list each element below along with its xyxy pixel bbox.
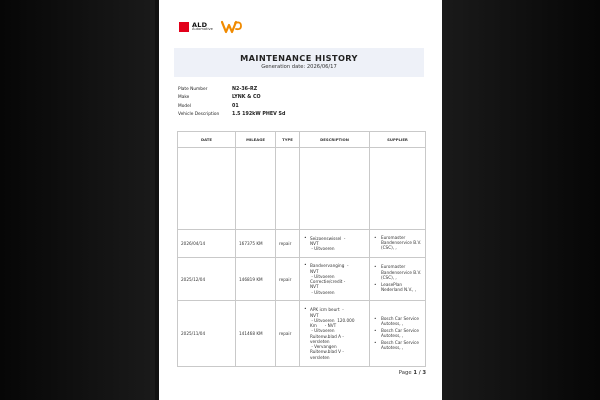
supplier-text: Bosch Car Service Autotess, , [381,339,419,350]
table-row-empty [178,148,426,230]
make-value: LYNK & CO [232,95,261,101]
make-label: Make [178,95,190,101]
model-label: Model [178,103,191,109]
background-left [0,0,155,400]
ald-logo-text [192,22,213,32]
supplier-item: • Bosch Car Service Autotess, , [373,340,423,351]
supplier-item: • LeasePlan Nederland N.V., , [373,282,423,293]
cell-date: 2025/12/04 [178,258,236,301]
supplier-text: Euromaster Bandenservice B.V. (CSC), , [381,264,422,280]
cell-date: 2026/04/14 [178,230,236,258]
ald-logo-sub: Automotive [192,27,213,32]
cell-description [300,230,370,258]
leaseplan-logo-icon [221,20,243,34]
supplier-item: • Euromaster Bandenservice B.V. (CSC), , [374,234,422,251]
supplier-text: Euromaster Bandenservice B.V. (CSC), , [381,234,422,251]
cell-mileage: 141468 KM [236,301,276,367]
table-row [178,301,426,367]
column-header-mileage: MILEAGE [236,132,276,148]
cell-type: repair [276,258,300,301]
cell-supplier [370,301,426,367]
vehicle-description-value: 1.5 192kW PHEV Sd [232,112,286,118]
supplier-item: • Bosch Car Service Autotess, , [373,316,423,327]
page-title: MAINTENANCE HISTORY [240,53,358,63]
page-current: 1 [413,370,417,376]
cell-description [300,258,370,301]
supplier-text: Bosch Car Service Autotess, , [381,327,419,338]
header-logos [179,18,243,36]
model-value: 01 [232,103,239,109]
cell-description [300,301,370,367]
table-header-row [178,132,426,148]
table-row [178,230,426,258]
page-number [399,370,426,376]
maintenance-table [177,131,426,367]
description-item: • Bandvervanging - NVT - Uitvoeren Correctie/credit - NVT - Uitvoeren [303,263,367,295]
supplier-item: • Euromaster Bandenservice B.V. (CSC), , [374,264,422,280]
document-page [159,0,442,400]
supplier-item: • Bosch Car Service Autotess, , [373,328,423,339]
page-prefix: Page [398,370,412,376]
ald-logo-mark [179,22,189,32]
empty-cell [178,148,236,230]
description-item: • APK icm beurt - NVT - Uitvoeren 120.000 Km - NVT - Uitvoeren Ruitenw.blad A - versleten - Vervangen Ruitenw.blad V - versleten [303,307,367,360]
report-header [174,48,424,77]
empty-cell [300,148,370,230]
info-row-model [178,102,418,111]
info-row-description [178,111,418,120]
column-header-supplier: SUPPLIER [370,132,426,148]
page-total: 3 [422,370,426,376]
column-header-description: DESCRIPTION [300,132,370,148]
column-header-date: DATE [178,132,236,148]
supplier-text: Bosch Car Service Autotess, , [381,315,419,326]
cell-mileage: 167375 KM [236,230,276,258]
description-item: • Seizoenswissel - NVT - Uitvoeren [303,236,367,252]
empty-cell [370,148,426,230]
empty-cell [276,148,300,230]
info-row-make [178,94,418,103]
cell-date: 2025/11/04 [178,301,236,367]
vehicle-description-label: Vehicle Description [178,112,220,118]
cell-supplier [370,230,426,258]
info-row-plate [178,85,418,94]
vehicle-info [178,85,418,119]
supplier-text: LeasePlan Nederland N.V., , [381,281,417,292]
generation-date: Generation date: 2026/06/17 [261,64,337,70]
cell-type: repair [276,301,300,367]
background-right [442,0,600,400]
plate-number-value: N2-36-RZ [232,86,258,92]
table-row [178,258,426,301]
cell-supplier [370,258,426,301]
cell-mileage: 146819 KM [236,258,276,301]
page-separator: / [418,370,421,376]
cell-type: repair [276,230,300,258]
ald-logo-main: ALD [192,20,208,29]
plate-number-label: Plate Number [178,86,208,92]
empty-cell [236,148,276,230]
column-header-type: TYPE [276,132,300,148]
